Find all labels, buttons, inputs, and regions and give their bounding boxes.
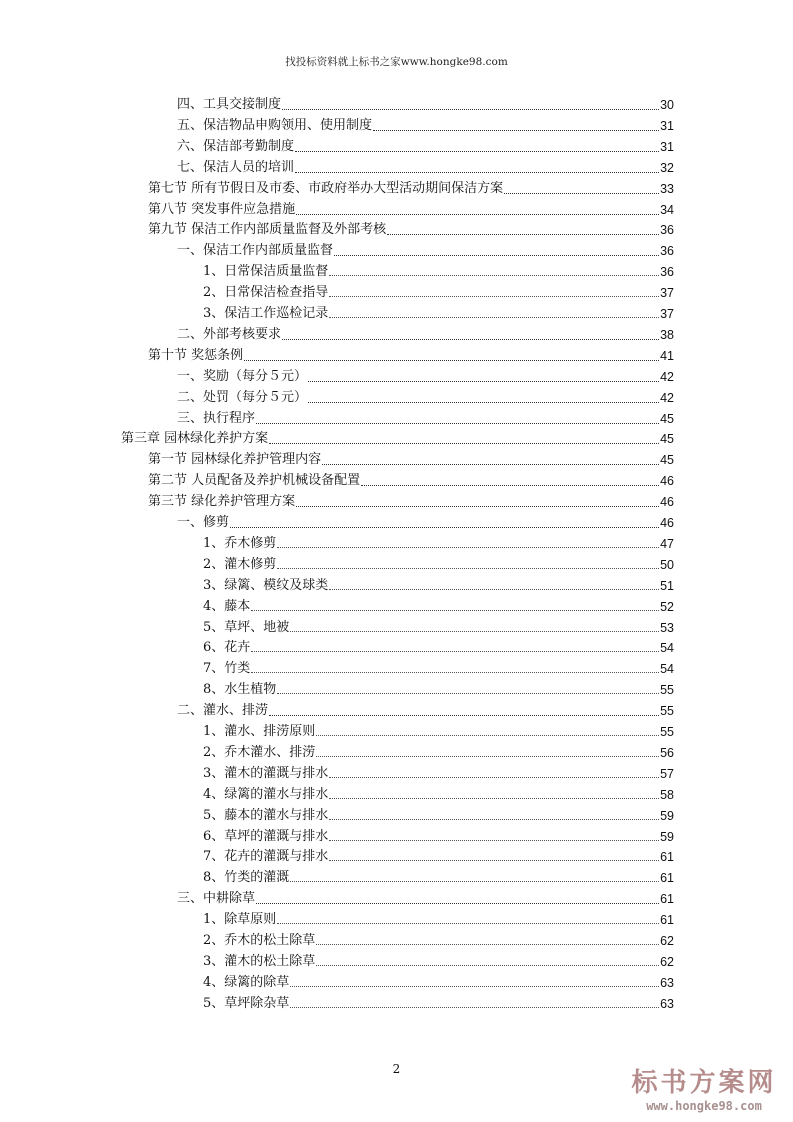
toc-entry[interactable] [177,242,674,260]
toc-dot-leader [329,798,659,799]
toc-entry[interactable] [203,723,674,741]
toc-dot-leader [277,693,659,694]
toc-entry-label: 8、竹类的灌溉 [203,870,290,886]
toc-entry-label: 1、灌水、排涝原则 [203,724,316,739]
toc-entry-page: 55 [660,725,674,739]
toc-entry-page: 61 [660,913,674,928]
toc-entry-label: 第一节 园林绿化养护管理内容 [148,452,322,468]
toc-entry-label: 一、保洁工作内部质量监督 [177,243,334,259]
toc-entry-page: 41 [660,348,674,363]
toc-entry[interactable] [203,681,674,699]
toc-entry[interactable] [148,347,674,365]
toc-entry-page: 62 [660,954,674,969]
toc-entry-label: 7、花卉的灌溉与排水 [203,849,329,865]
toc-entry-label: 七、保洁人员的培训 [177,159,295,175]
toc-dot-leader [329,840,659,841]
watermark-url: www.hongke98.com [646,1099,762,1113]
toc-entry[interactable] [203,744,674,762]
toc-dot-leader [329,860,659,861]
toc-dot-leader [290,881,659,882]
toc-entry-page: 56 [660,745,674,760]
toc-entry[interactable] [203,953,674,971]
toc-entry-label: 4、藤本 [203,598,251,614]
toc-entry[interactable] [177,702,674,720]
toc-entry-page: 57 [660,766,674,781]
toc-entry[interactable] [177,326,674,344]
toc-dot-leader [373,130,659,131]
toc-entry-page: 45 [660,411,674,426]
toc-dot-leader [251,651,659,652]
toc-entry-page: 59 [660,829,674,844]
toc-entry-page: 54 [660,641,674,656]
toc-entry[interactable] [177,410,674,428]
toc-entry-page: 53 [660,620,674,635]
toc-entry-label: 4、绿篱的灌水与排水 [203,786,329,802]
toc-entry-label: 5、草坪除杂草 [203,995,290,1011]
toc-entry-label: 六、保洁部考勤制度 [177,138,295,154]
toc-entry[interactable] [177,159,674,177]
toc-entry[interactable] [203,598,674,616]
toc-entry[interactable] [148,180,674,198]
toc-entry-label: 2、乔木的松土除草 [203,933,316,948]
toc-entry-page: 50 [660,557,674,572]
toc-dot-leader [230,527,659,528]
toc-entry-page: 46 [660,474,674,489]
toc-entry[interactable] [203,535,674,553]
toc-entry-label: 第九节 保洁工作内部质量监督及外部考核 [148,222,387,238]
toc-entry-page: 42 [660,390,674,405]
toc-entry[interactable] [203,305,674,323]
toc-entry-page: 62 [660,934,674,948]
toc-entry[interactable] [203,932,674,950]
toc-entry-label: 四、工具交接制度 [177,97,282,112]
toc-entry-page: 47 [660,536,674,551]
toc-entry-page: 55 [660,704,674,719]
toc-dot-leader [277,547,659,548]
toc-dot-leader [295,151,659,152]
toc-entry[interactable] [203,911,674,929]
toc-entry-page: 58 [660,787,674,802]
toc-entry-label: 1、除草原则 [203,912,277,928]
toc-entry-page: 31 [660,139,674,154]
toc-entry-label: 4、绿篱的除草 [203,974,290,990]
toc-entry-page: 37 [660,307,674,321]
toc-entry-label: 6、草坪的灌溉与排水 [203,828,329,844]
toc-dot-leader [308,402,659,403]
toc-dot-leader [290,986,659,987]
toc-entry[interactable] [203,995,674,1013]
toc-dot-leader [282,339,659,340]
toc-entry[interactable] [148,201,674,219]
toc-entry-label: 第八节 突发事件应急措施 [148,201,296,217]
toc-entry[interactable] [177,138,674,156]
toc-entry-label: 7、竹类 [203,661,251,677]
toc-entry-label: 3、灌木的松土除草 [203,953,316,969]
toc-entry-page: 55 [660,683,674,698]
toc-entry-label: 二、灌水、排涝 [177,703,269,719]
toc-entry-label: 五、保洁物品申购领用、使用制度 [177,117,373,133]
toc-entry-page: 63 [660,996,674,1011]
toc-entry-label: 第七节 所有节假日及市委、市政府举办大型活动期间保洁方案 [148,180,504,196]
toc-entry-label: 一、奖励（每分５元） [177,368,308,384]
toc-entry-label: 2、日常保洁检查指导 [203,285,329,301]
toc-dot-leader [244,360,659,361]
toc-entry[interactable] [203,807,674,825]
toc-entry-page: 51 [660,578,674,593]
page-number: 2 [392,1062,401,1076]
toc-entry-label: 6、花卉 [203,640,251,656]
toc-dot-leader [256,903,659,904]
watermark-name: 标书方案网 [631,1068,777,1098]
toc-entry[interactable] [121,430,674,448]
toc-entry-label: 5、草坪、地被 [203,619,290,635]
toc-entry-page: 31 [660,118,674,133]
toc-entry-label: 3、绿篱、模纹及球类 [203,577,329,593]
toc-entry[interactable] [203,786,674,804]
toc-entry-label: 3、灌木的灌溉与排水 [203,765,329,781]
toc-dot-leader [329,777,659,778]
toc-entry-page: 45 [660,432,674,447]
toc-entry-label: 二、处罚（每分５元） [177,389,308,405]
toc-dot-leader [329,275,659,276]
toc-entry-label: 3、保洁工作巡检记录 [203,306,329,321]
toc-entry[interactable] [203,660,674,678]
toc-entry-page: 61 [660,850,674,865]
toc-entry[interactable] [203,828,674,846]
toc-entry[interactable] [203,848,674,866]
toc-entry-page: 30 [660,98,674,112]
toc-entry-label: 第十节 奖惩条例 [148,347,244,363]
toc-entry[interactable] [148,221,674,239]
toc-dot-leader [296,506,659,507]
toc-entry-label: 三、执行程序 [177,410,256,426]
toc-dot-leader [504,193,659,194]
toc-dot-leader [316,944,659,945]
toc-entry-label: 三、中耕除草 [177,891,256,907]
toc-dot-leader [256,423,659,424]
watermark-logo [629,1068,779,1114]
toc-dot-leader [334,255,659,256]
toc-entry[interactable] [203,619,674,637]
toc-dot-leader [290,1007,659,1008]
toc-entry-label: 1、乔木修剪 [203,535,277,551]
toc-entry[interactable] [148,472,674,490]
toc-entry-page: 37 [660,286,674,301]
toc-entry-label: 第二节 人员配备及养护机械设备配置 [148,473,361,489]
toc-dot-leader [361,485,659,486]
toc-entry-page: 61 [660,892,674,907]
toc-entry[interactable] [177,96,674,114]
toc-dot-leader [269,443,659,444]
toc-entry[interactable] [177,514,674,532]
toc-entry[interactable] [203,577,674,595]
toc-dot-leader [277,568,659,569]
toc-entry-page: 42 [660,369,674,384]
toc-dot-leader [269,715,659,716]
toc-entry-page: 32 [660,160,674,175]
toc-entry-label: 2、乔木灌水、排涝 [203,744,316,760]
toc-entry[interactable] [203,869,674,887]
toc-entry-label: 8、水生植物 [203,682,277,698]
toc-entry-label: 5、藤本的灌水与排水 [203,807,329,823]
toc-dot-leader [290,631,659,632]
toc-entry[interactable] [177,117,674,135]
toc-dot-leader [329,819,659,820]
toc-dot-leader [329,589,659,590]
toc-entry[interactable] [203,765,674,783]
toc-entry-page: 45 [660,453,674,468]
toc-entry[interactable] [148,493,674,511]
toc-entry-page: 54 [660,662,674,677]
toc-dot-leader [277,923,659,924]
toc-dot-leader [316,756,659,757]
toc-dot-leader [316,735,659,736]
toc-entry-label: 二、外部考核要求 [177,326,282,342]
toc-entry-label: 2、灌木修剪 [203,556,277,572]
toc-entry-page: 52 [660,599,674,614]
page-header: 找投标资料就上标书之家www.hongke98.com [285,56,508,68]
toc-entry-page: 61 [660,871,674,886]
toc-dot-leader [251,672,659,673]
toc-dot-leader [316,965,659,966]
toc-entry[interactable] [203,556,674,574]
toc-entry-page: 34 [660,202,674,217]
toc-entry-page: 59 [660,808,674,823]
toc-entry[interactable] [177,890,674,908]
toc-entry[interactable] [177,389,674,407]
toc-dot-leader [329,317,659,318]
toc-dot-leader [387,234,659,235]
toc-entry[interactable] [203,974,674,992]
toc-dot-leader [322,464,659,465]
toc-dot-leader [282,109,659,110]
toc-entry-label: 一、修剪 [177,515,230,530]
toc-entry-label: 第三章 园林绿化养护方案 [121,431,269,447]
toc-entry[interactable] [148,451,674,469]
toc-dot-leader [296,214,659,215]
toc-entry-page: 46 [660,516,674,530]
toc-dot-leader [308,381,659,382]
toc-entry-label: 1、日常保洁质量监督 [203,264,329,280]
toc-entry-page: 33 [660,181,674,196]
toc-dot-leader [329,296,659,297]
toc-entry[interactable] [177,368,674,386]
toc-dot-leader [295,172,659,173]
toc-entry[interactable] [203,284,674,302]
toc-entry-page: 36 [660,244,674,259]
toc-dot-leader [251,610,659,611]
toc-entry-page: 38 [660,327,674,342]
toc-entry[interactable] [203,263,674,281]
toc-entry-label: 第三节 绿化养护管理方案 [148,494,296,510]
toc-entry[interactable] [203,639,674,657]
toc-entry-page: 63 [660,975,674,990]
toc-entry-page: 36 [660,265,674,280]
toc-entry-page: 46 [660,495,674,510]
toc-entry-page: 36 [660,223,674,238]
